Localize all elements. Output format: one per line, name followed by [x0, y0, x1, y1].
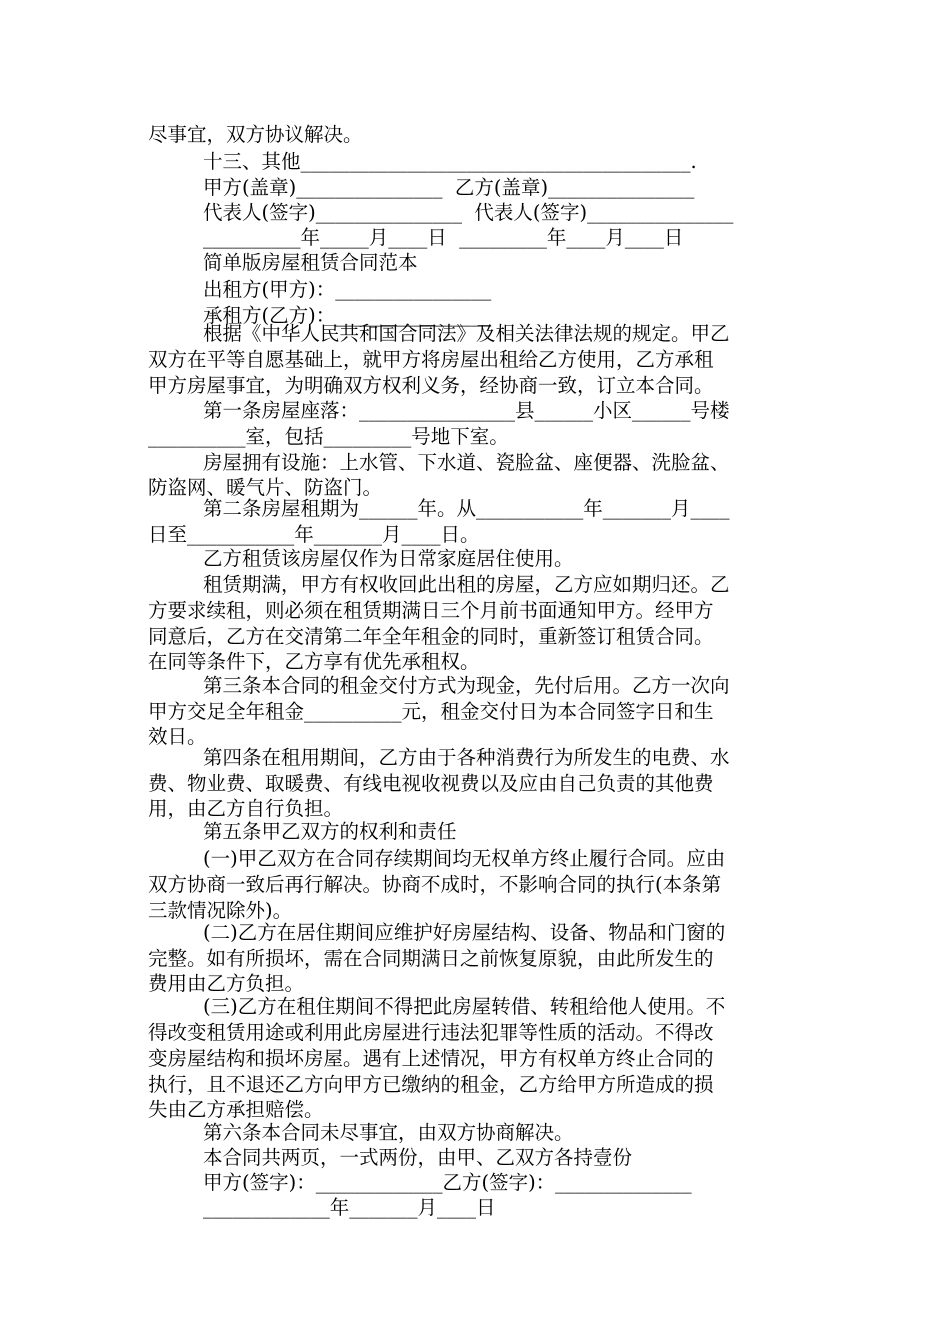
text-line: 双方在平等自愿基础上，就甲方将房屋出租给乙方使用，乙方承租: [148, 348, 714, 371]
text-line: 出租方(甲方)：________________: [203, 278, 492, 301]
text-line: 乙方租赁该房屋仅作为日常家庭居住使用。: [203, 547, 574, 570]
text-line: 双方协商一致后再行解决。协商不成时，不影响合同的执行(本条第: [148, 873, 722, 896]
text-line: 第三条本合同的租金交付方式为现金，先付后用。乙方一次向: [203, 674, 730, 697]
text-line: 甲方房屋事宜，为明确双方权利义务，经协商一致，订立本合同。: [148, 374, 714, 397]
text-line: 方要求续租，则必须在租赁期满日三个月前书面通知甲方。经甲方: [148, 599, 714, 622]
text-line: _____________年_______月____日: [203, 1196, 496, 1219]
text-line: 房屋拥有设施：上水管、下水道、瓷脸盆、座便器、洗脸盆、: [203, 451, 730, 474]
text-line: 第六条本合同未尽事宜，由双方协商解决。: [203, 1121, 574, 1144]
text-line: 执行，且不退还乙方向甲方已缴纳的租金，乙方给甲方所造成的损: [148, 1073, 714, 1096]
text-line: __________年_____月____日 _________年____月____日: [203, 226, 684, 249]
text-line: 完整。如有所损坏，需在合同期满日之前恢复原貌，由此所发生的: [148, 947, 714, 970]
text-line: 甲方(签字)：_____________乙方(签字)：______________: [203, 1171, 692, 1194]
text-line: 同意后，乙方在交清第二年全年租金的同时，重新签订租赁合同。: [148, 625, 714, 648]
text-line: 第一条房屋座落：________________县______小区______号楼: [203, 399, 730, 422]
text-line: 简单版房屋租赁合同范本: [203, 251, 418, 274]
text-line: 效日。: [148, 725, 207, 748]
text-line: 代表人(签字)_______________ 代表人(签字)_______________: [203, 201, 734, 224]
text-line: 费、物业费、取暖费、有线电视收视费以及应由自己负责的其他费: [148, 772, 714, 795]
text-line: 失由乙方承担赔偿。: [148, 1098, 324, 1121]
text-line: (一)甲乙双方在合同存续期间均无权单方终止履行合同。应由: [203, 847, 726, 870]
text-line: (三)乙方在租住期间不得把此房屋转借、转租给他人使用。不: [203, 995, 726, 1018]
text-line: 第二条房屋租期为______年。从___________年_______月____: [203, 497, 730, 520]
text-line: 本合同共两页，一式两份，由甲、乙双方各持壹份: [203, 1146, 633, 1169]
text-line: 承租方(乙方)：________________: [203, 304, 492, 327]
text-line: 在同等条件下，乙方享有优先承租权。: [148, 650, 480, 673]
text-line: 甲方(盖章)_______________ 乙方(盖章)_______________: [203, 176, 695, 199]
text-line: 尽事宜，双方协议解决。: [148, 123, 363, 146]
text-line: 第五条甲乙双方的权利和责任: [203, 820, 457, 843]
text-line: 甲方交足全年租金__________元，租金交付日为本合同签字日和生: [148, 700, 714, 723]
text-line: 三款情况除外)。: [148, 899, 293, 922]
text-line: 得改变租赁用途或利用此房屋进行违法犯罪等性质的活动。不得改: [148, 1021, 714, 1044]
text-line: 变房屋结构和损坏房屋。遇有上述情况，甲方有权单方终止合同的: [148, 1047, 714, 1070]
text-line: 用，由乙方自行负担。: [148, 797, 344, 820]
text-line: 日至___________年_______月____日。: [148, 523, 480, 546]
text-line: 根据《中华人民共和国合同法》及相关法律法规的规定。甲乙: [203, 322, 730, 345]
text-line: __________室，包括_________号地下室。: [148, 425, 509, 448]
text-line: 第四条在租用期间，乙方由于各种消费行为所发生的电费、水: [203, 746, 730, 769]
text-line: 费用由乙方负担。: [148, 972, 305, 995]
text-line: 十三、其他________________________________________.: [203, 150, 697, 173]
text-line: 防盗网、暖气片、防盗门。: [148, 476, 383, 499]
text-line: 租赁期满，甲方有权收回此出租的房屋，乙方应如期归还。乙: [203, 573, 730, 596]
text-line: (二)乙方在居住期间应维护好房屋结构、设备、物品和门窗的: [203, 921, 726, 944]
